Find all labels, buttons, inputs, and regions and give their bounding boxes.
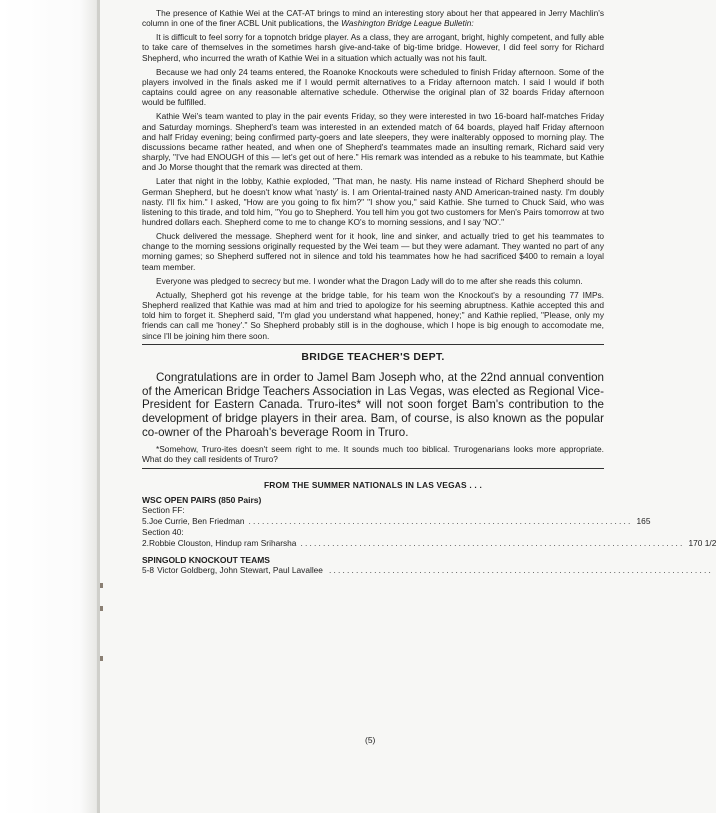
result-score: 170 1/2 (688, 537, 716, 548)
article-paragraph: Kathie Wei's team wanted to play in the pair events Friday, so they were interested in two 16-board half-matches Friday and Saturday mornings. Shepherd's team was interested in an extended match of 64 boards, played half Friday afternoon and half Friday evening; being confirmed party-goers and late sleepers, they were inalterably opposed to morning play. The discussions became rather heated, and when one of Shepherd's teammates made an insulting remark, Richard said very sharply, "I've had ENOUGH of this — let's get out of here." His remark was intended as a rebuke to his teammate, but Kathie and Jo Morse thought that the remark was directed at them. (142, 111, 604, 173)
event-title: SPINGOLD KNOCKOUT TEAMS (142, 554, 270, 565)
page-number: (5) (365, 735, 376, 745)
result-row (142, 564, 713, 576)
teacher-dept-section (142, 352, 604, 464)
section-divider (142, 468, 604, 469)
result-names: Robbie Clouston, Hindup ram Sriharsha (148, 537, 297, 548)
section-title: BRIDGE TEACHER'S DEPT. (301, 350, 445, 363)
section-label: Section 40: (142, 527, 184, 538)
margin-mark (100, 606, 103, 611)
result-names: Joe Currie, Ben Friedman (148, 516, 245, 527)
result-score: 165 (636, 516, 651, 527)
dept-body: Congratulations are in order to Jamel Bam Joseph who, at the 22nd annual convention of the American Bridge Teachers Association in Las Vegas, was elected as Regional Vice-President for Eastern Canada. Truro-ites* will not soon forget Bam's contribution to the development of bridge players in their area. Bam, of course, is also known as the popular co-owner of the Pharoah's beverage Room in Truro. (142, 370, 604, 440)
result-names: Victor Goldberg, John Stewart, Paul Lavallee (157, 564, 323, 575)
article-paragraph: Because we had only 24 teams entered, the Roanoke Knockouts were scheduled to finish Friday afternoon. Some of the players involved in the finals asked me if I would permit alternatives to a Friday afternoon match. I said I would if both captains could agree on any reasonable alternative schedule. Otherwise the original plan of 32 boards Friday afternoon would be fulfilled. (142, 66, 604, 108)
result-row (142, 516, 651, 527)
result-row (142, 537, 716, 549)
leader-dots: ..................................................................................... (248, 516, 633, 527)
article-paragraph: Later that night in the lobby, Kathie exploded, "That man, he nasty. His name instead of Richard Shepherd should be German Shepherd, but he doesn't know what 'nasty' is. I am Oriental-trained nasty AND American-trained nasty. I'm doubly nasty. I'll fix him." I asked, "How are you going to fix him?" "I show you," said Kathie. She turned to Chuck Said, who was listening to this tirade, and told him, "You go to Shepherd. You tell him you got two customers for Men's Pairs tomorrow at two hundred dollars each. Shepherd come to me to change KO's to morning sessions, and I say 'NO'." (142, 176, 605, 227)
document-page (142, 8, 716, 576)
margin-mark (100, 583, 103, 588)
result-place: 2. (142, 537, 149, 548)
margin-mark (100, 656, 103, 661)
result-place: 5-8 (142, 564, 155, 575)
footnote: *Somehow, Truro-ites doesn't seem right to me. It sounds much too biblical. Trurogenarians looks more appropriate. What do they call residents of Truro? (142, 443, 604, 464)
binding-margin (0, 0, 100, 813)
section-label: Section FF: (142, 505, 185, 516)
section-divider (142, 344, 604, 345)
result-place: 5. (142, 516, 149, 527)
article-paragraph: Chuck delivered the message. Shepherd went for it hook, line and sinker, and actually tried to get his teammates to change to the morning sessions originally requested by the Wei team — but they were adamant. They wanted no part of any morning games; so Shepherd suffered not in silence and told his teammates how he had sacrificed $400 to remain a loyal team member. (142, 231, 604, 272)
leader-dots: ..................................................................................... (300, 537, 685, 548)
leader-dots: ..................................................................................... (328, 564, 713, 575)
section-title: FROM THE SUMMER NATIONALS IN LAS VEGAS . . . (263, 480, 483, 491)
article-paragraph: It is difficult to feel sorry for a topnotch bridge player. As a class, they are arrogant, bright, highly competent, and fully able to take care of themselves in the sometimes harsh give-and-take of big-time bridge. However, I did feel sorry for Richard Shepherd, who incurred the wrath of Kathie Wei in a situation which actually was not his fault. (142, 32, 604, 63)
publication-title: Washington Bridge League Bulletin: (341, 18, 474, 29)
page-fold (97, 0, 100, 813)
article-paragraph: Everyone was pledged to secrecy but me. I wonder what the Dragon Lady will do to me after she reads this column. (156, 275, 583, 286)
article-paragraph: Actually, Shepherd got his revenge at the bridge table, for his team won the Knockout's by a resounding 77 IMPs. Shepherd realized that Kathie was mad at him and tried to apologize for his seeming abruptness. Kathie accepted this and told him to forget it. Shepherd said, "I'm glad you understand what happened, honey;" and Kathie replied, "Please, only my friends can call me 'honey'." So Shepherd probably still is in the doghouse, which I hope is big enough to accomodate me, since I'll be joining him there soon. (142, 289, 604, 341)
article (142, 8, 604, 341)
event-title: WSC OPEN PAIRS (850 Pairs) (142, 495, 262, 506)
summer-nationals-section (142, 480, 716, 576)
article-paragraph: The presence of Kathie Wei at the CAT-AT brings to mind an interesting story about her that appeared in Jerry Machlin's column in one of the finer ACBL Unit publications, the Washington Bridge League Bulletin: (142, 8, 604, 29)
